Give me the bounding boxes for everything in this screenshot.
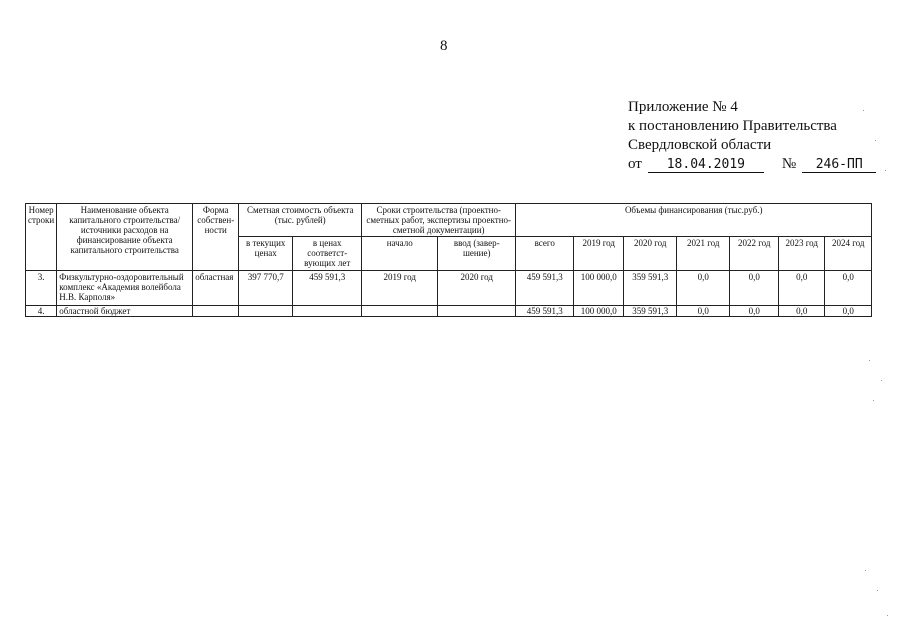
cell-2024: 0,0 — [825, 306, 872, 317]
header-start: начало — [362, 237, 438, 271]
table-row — [26, 271, 872, 306]
scan-noise — [855, 100, 895, 640]
financing-table — [25, 203, 872, 317]
header-object-name: Наименование объекта капитального строительства/ источники расходов на финансирование объекта капитального строительства — [57, 204, 193, 271]
cell-current-prices: 397 770,7 — [239, 271, 293, 306]
header-row-number: Номер строки — [26, 204, 57, 271]
header-2020: 2020 год — [624, 237, 677, 271]
header-estimated-cost: Сметная стоимость объекта (тыс. рублей) — [239, 204, 362, 237]
header-row-1 — [26, 204, 872, 237]
header-total: всего — [516, 237, 574, 271]
page-number: 8 — [440, 38, 448, 54]
cell-num: 4. — [26, 306, 57, 317]
header-ownership: Форма собствен-ности — [193, 204, 239, 271]
appendix-date-line — [628, 155, 876, 174]
cell-num: 3. — [26, 271, 57, 306]
cell-ownership — [193, 306, 239, 317]
cell-total: 459 591,3 — [516, 306, 574, 317]
cell-2022: 0,0 — [730, 271, 779, 306]
header-current-prices: в текущих ценах — [239, 237, 293, 271]
cell-name: областной бюджет — [57, 306, 193, 317]
number-label: № — [781, 156, 797, 172]
cell-ownership: областная — [193, 271, 239, 306]
cell-2020: 359 591,3 — [624, 271, 677, 306]
appendix-resolution: к постановлению Правительства — [628, 118, 837, 134]
header-2023: 2023 год — [779, 237, 825, 271]
cell-2022: 0,0 — [730, 306, 779, 317]
header-financing: Объемы финансирования (тыс.руб.) — [516, 204, 872, 237]
cell-2020: 359 591,3 — [624, 306, 677, 317]
appendix-region: Свердловской области — [628, 137, 772, 153]
appendix-title: Приложение № 4 — [628, 99, 738, 115]
cell-2023: 0,0 — [779, 306, 825, 317]
appendix-block — [628, 98, 876, 174]
from-label: от — [628, 156, 642, 172]
cell-corresponding-prices — [293, 306, 362, 317]
cell-2023: 0,0 — [779, 271, 825, 306]
cell-2021: 0,0 — [677, 271, 730, 306]
header-2021: 2021 год — [677, 237, 730, 271]
cell-commissioning: 2020 год — [438, 271, 516, 306]
cell-2021: 0,0 — [677, 306, 730, 317]
header-2022: 2022 год — [730, 237, 779, 271]
cell-start: 2019 год — [362, 271, 438, 306]
cell-2024: 0,0 — [825, 271, 872, 306]
header-2019: 2019 год — [574, 237, 624, 271]
header-commissioning: ввод (завер-шение) — [438, 237, 516, 271]
cell-commissioning — [438, 306, 516, 317]
cell-corresponding-prices: 459 591,3 — [293, 271, 362, 306]
cell-start — [362, 306, 438, 317]
cell-current-prices — [239, 306, 293, 317]
header-corresponding-prices: в ценах соответст-вующих лет — [293, 237, 362, 271]
header-construction-terms: Сроки строительства (проектно-сметных работ, экспертизы проектно-сметной документации) — [362, 204, 516, 237]
cell-2019: 100 000,0 — [574, 271, 624, 306]
cell-total: 459 591,3 — [516, 271, 574, 306]
cell-name: Физкультурно-оздоровительный комплекс «Академия волейбола Н.В. Карполя» — [57, 271, 193, 306]
resolution-number: 246-ПП — [802, 157, 876, 173]
header-2024: 2024 год — [825, 237, 872, 271]
resolution-date: 18.04.2019 — [648, 157, 764, 173]
table-row — [26, 306, 872, 317]
cell-2019: 100 000,0 — [574, 306, 624, 317]
